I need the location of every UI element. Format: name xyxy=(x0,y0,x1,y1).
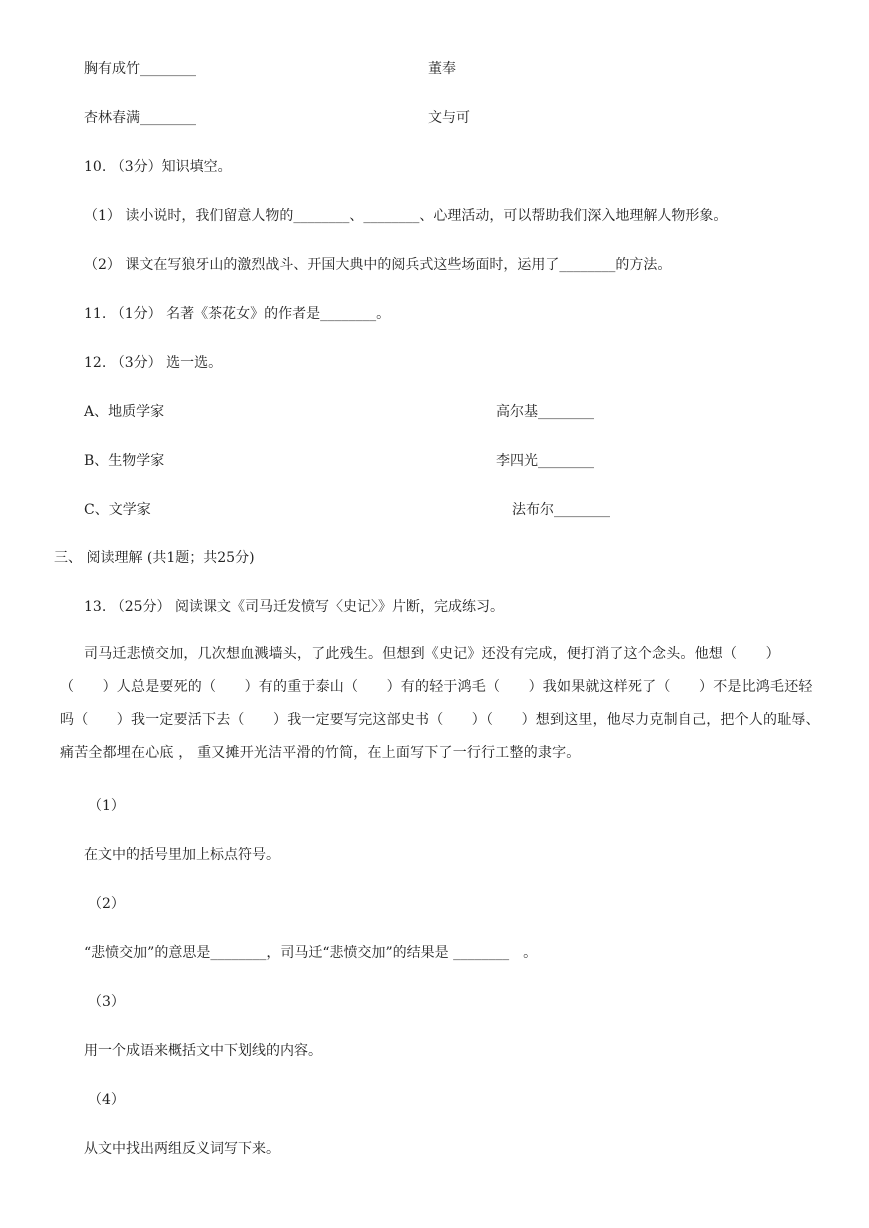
sub-question-1-number: （1） xyxy=(88,798,125,814)
sub-question-3-number: （3） xyxy=(88,994,125,1010)
reading-passage xyxy=(60,638,820,770)
match-left-1: 胸有成竹________ xyxy=(84,61,196,77)
sub-question-1-text: 在文中的括号里加上标点符号。 xyxy=(84,847,280,863)
question-10-header: 10. （3分）知识填空。 xyxy=(84,159,232,175)
choice-c-label: C、文学家 xyxy=(84,502,151,518)
match-right-2: 文与可 xyxy=(428,110,470,126)
question-10-item-1: （1） 读小说时，我们留意人物的________、________、心理活动，可以帮助我们深入地理解人物形象。 xyxy=(84,208,728,224)
sub-question-3-text: 用一个成语来概括文中下划线的内容。 xyxy=(84,1043,322,1059)
choice-b-label: B、生物学家 xyxy=(84,453,165,469)
question-10-item-2: （2） 课文在写狼牙山的激烈战斗、开国大典中的阅兵式这些场面时，运用了________的方法。 xyxy=(84,257,672,273)
match-left-2: 杏林春满________ xyxy=(84,110,196,126)
reading-passage-text: 司马迁悲愤交加，几次想血溅墙头，了此残生。但想到《史记》还没有完成，便打消了这个念头。他想（ ）（ ）人总是要死的（ ）有的重于泰山（ ）有的轻于鸿毛（ ）我如果就这样死了（ ）不是比鸿毛还轻吗（ ）我一定要活下去（ ）我一定要写完这部史书（ ）（ ）想到这里，他尽力克制自己，把个人的耻辱、痛苦全都埋在心底 ， 重又摊开光洁平滑的竹简，在上面写下了一行行工整的隶字。 xyxy=(60,646,820,761)
sub-question-4-number: （4） xyxy=(88,1092,125,1108)
section-3-title: 三、 阅读理解 (共1题；共25分) xyxy=(54,550,255,566)
choice-b-answer: 李四光________ xyxy=(496,453,594,469)
choice-a-answer: 高尔基________ xyxy=(496,404,594,420)
sub-question-2-text: “悲愤交加”的意思是________，司马迁“悲愤交加”的结果是 ________ 。 xyxy=(84,945,538,961)
sub-question-2-number: （2） xyxy=(88,896,125,912)
question-13-header: 13. （25分） 阅读课文《司马迁发愤写〈史记〉》片断，完成练习。 xyxy=(84,599,504,615)
question-12-header: 12. （3分） 选一选。 xyxy=(84,355,223,371)
choice-c-answer: 法布尔________ xyxy=(512,502,610,518)
sub-question-4-text: 从文中找出两组反义词写下来。 xyxy=(84,1141,280,1157)
match-right-1: 董奉 xyxy=(428,61,456,77)
choice-a-label: A、地质学家 xyxy=(84,404,165,420)
question-11: 11. （1分） 名著《茶花女》的作者是________。 xyxy=(84,306,391,322)
